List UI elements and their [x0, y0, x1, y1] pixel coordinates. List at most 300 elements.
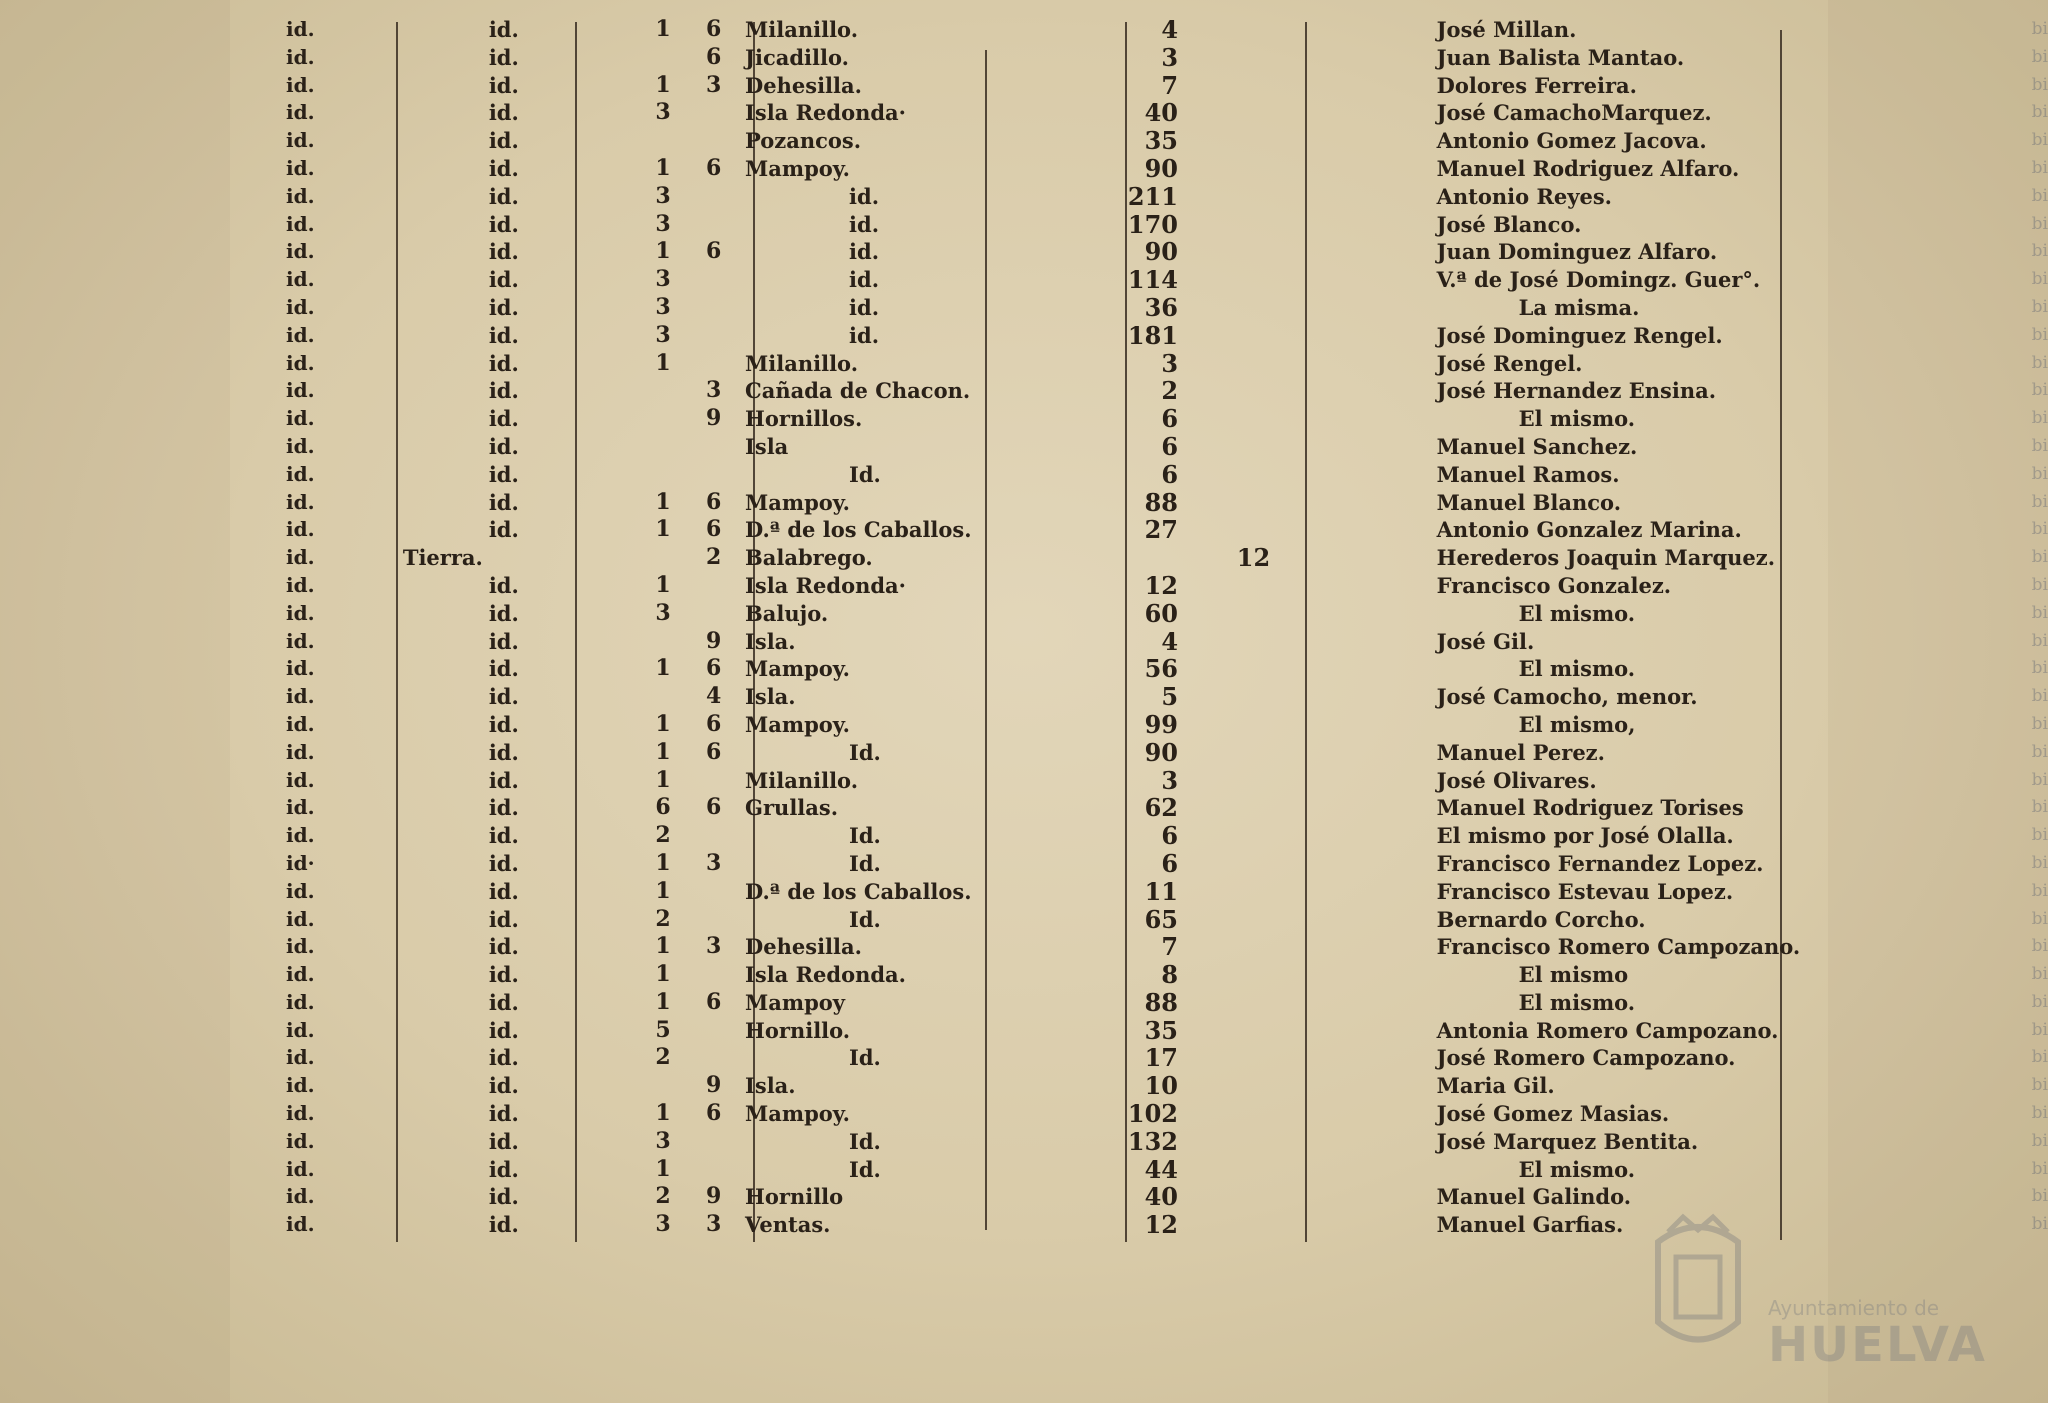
row-quantity-2 — [688, 600, 739, 628]
row-quantity-1: 1 — [655, 516, 671, 543]
row-quantity-1 — [638, 683, 689, 711]
row-owner: José Blanco. — [1436, 211, 1582, 237]
row-value: 7 — [1161, 932, 1179, 962]
row-measure-1: id. — [286, 1212, 315, 1237]
row-gap — [1270, 961, 1428, 989]
row-bleed-mark: bi — [2031, 19, 2048, 39]
row-owner: Bernardo Corcho. — [1436, 906, 1646, 932]
row-extra-value — [1188, 461, 1270, 489]
table-row — [250, 99, 2048, 127]
row-measure-2: id. — [488, 1184, 519, 1210]
row-quantity-1: 1 — [655, 349, 671, 376]
row-place: Pozancos. — [745, 128, 862, 154]
row-value: 170 — [1127, 209, 1179, 239]
row-gap — [1270, 1100, 1428, 1128]
row-extra-value — [1188, 183, 1270, 211]
row-gap — [1270, 1183, 1428, 1211]
table-row — [250, 767, 2048, 795]
row-value: 40 — [1144, 1182, 1179, 1212]
row-quantity-2: 6 — [706, 154, 722, 181]
row-place: Id. — [849, 1156, 881, 1182]
row-bleed-mark: bi — [2031, 1047, 2048, 1068]
row-extra-value — [1188, 711, 1270, 739]
row-measure-1: id. — [286, 684, 315, 709]
row-place: Mampoy. — [745, 656, 850, 682]
row-quantity-2: 6 — [706, 655, 722, 682]
row-place: id. — [849, 183, 880, 209]
row-owner: El mismo, — [1518, 711, 1636, 737]
row-measure-2: id. — [488, 100, 519, 126]
table-row — [250, 405, 2048, 433]
row-place: Jicadillo. — [745, 44, 849, 70]
row-place: id. — [849, 267, 880, 293]
row-gap — [1270, 933, 1428, 961]
row-owner: José Marquez Bentita. — [1436, 1128, 1699, 1154]
row-extra-value — [1188, 1100, 1270, 1128]
row-owner: José Romero Campozano. — [1436, 1045, 1736, 1071]
row-measure-2: id. — [488, 1073, 519, 1099]
row-quantity-1: 3 — [655, 293, 671, 320]
table-row — [250, 906, 2048, 934]
row-gap — [1270, 461, 1428, 489]
row-gap — [1270, 266, 1428, 294]
row-quantity-2 — [688, 350, 739, 378]
row-value: 6 — [1161, 459, 1179, 489]
row-quantity-2: 6 — [706, 710, 722, 737]
row-measure-2: id. — [488, 433, 519, 459]
row-gap — [1270, 350, 1428, 378]
row-measure-2: id. — [488, 350, 519, 376]
row-value: 6 — [1161, 848, 1179, 878]
row-bleed-mark: bi — [2031, 463, 2048, 484]
row-measure-2: id. — [488, 239, 519, 265]
row-extra-value — [1188, 16, 1270, 44]
row-quantity-1 — [638, 44, 689, 72]
row-quantity-1: 3 — [655, 210, 671, 237]
row-measure-1: id. — [286, 989, 315, 1014]
row-owner: Manuel Perez. — [1436, 739, 1605, 765]
row-owner: La misma. — [1518, 294, 1640, 320]
row-quantity-2: 9 — [706, 1072, 722, 1099]
row-bleed-mark: bi — [2031, 658, 2048, 679]
table-row — [250, 683, 2048, 711]
row-extra-value — [1188, 238, 1270, 266]
row-gap — [1270, 739, 1428, 767]
row-bleed-mark: bi — [2031, 936, 2048, 957]
row-gap — [1270, 572, 1428, 600]
row-measure-2: id. — [488, 850, 519, 876]
row-bleed-mark: bi — [2031, 408, 2048, 429]
row-extra-value — [1188, 211, 1270, 239]
row-quantity-1: 3 — [655, 99, 671, 126]
row-owner: Antonia Romero Campozano. — [1436, 1017, 1779, 1043]
row-extra-value — [1188, 1183, 1270, 1211]
row-extra-value — [1188, 1017, 1270, 1045]
row-measure-1: id. — [286, 489, 315, 514]
row-place: Isla. — [745, 1073, 796, 1099]
row-value: 35 — [1144, 1015, 1179, 1045]
row-bleed-mark: bi — [2031, 547, 2048, 568]
row-owner: Herederos Joaquin Marquez. — [1436, 545, 1776, 571]
row-place: Hornillos. — [745, 406, 863, 432]
row-measure-2: id. — [488, 461, 519, 487]
row-quantity-1: 1 — [655, 1155, 671, 1182]
row-quantity-2 — [688, 433, 739, 461]
row-gap — [1270, 1211, 1428, 1239]
row-owner: El mismo. — [1518, 1156, 1636, 1182]
row-value: 6 — [1161, 431, 1179, 461]
row-place: Id. — [849, 461, 881, 487]
row-value: 60 — [1144, 598, 1179, 628]
row-bleed-mark: bi — [2031, 491, 2048, 512]
row-value: 17 — [1144, 1043, 1179, 1073]
table-row — [250, 1183, 2048, 1211]
row-measure-1: id. — [286, 183, 315, 208]
coat-of-arms-watermark-icon — [1638, 1202, 1758, 1362]
row-quantity-2: 6 — [706, 488, 722, 515]
row-extra-value — [1188, 155, 1270, 183]
row-value: 2 — [1161, 376, 1179, 406]
row-measure-2: id. — [488, 656, 519, 682]
row-extra-value — [1188, 989, 1270, 1017]
row-place: id. — [849, 239, 880, 265]
row-measure-2: id. — [488, 211, 519, 237]
row-gap — [1270, 628, 1428, 656]
row-owner: José Gomez Masias. — [1436, 1101, 1670, 1127]
row-place: Id. — [849, 739, 881, 765]
left-bleed-through — [0, 0, 230, 1403]
row-quantity-1: 1 — [655, 71, 671, 98]
row-quantity-2: 6 — [706, 516, 722, 543]
row-quantity-1: 3 — [655, 182, 671, 209]
row-quantity-1: 1 — [655, 738, 671, 765]
row-bleed-mark: bi — [2031, 102, 2048, 123]
row-gap — [1270, 1044, 1428, 1072]
row-place: Id. — [849, 1128, 881, 1154]
row-extra-value — [1188, 127, 1270, 155]
row-gap — [1270, 600, 1428, 628]
row-quantity-1: 1 — [655, 961, 671, 988]
row-bleed-mark: bi — [2031, 185, 2048, 206]
table-row — [250, 822, 2048, 850]
row-owner: José Hernandez Ensina. — [1436, 378, 1717, 404]
row-place: D.ª de los Caballos. — [745, 878, 972, 904]
row-quantity-2: 3 — [706, 377, 722, 404]
row-owner: Juan Dominguez Alfaro. — [1436, 239, 1718, 265]
row-measure-1: id. — [286, 155, 315, 180]
row-bleed-mark: bi — [2031, 157, 2048, 178]
row-owner: El mismo. — [1518, 989, 1636, 1015]
row-extra-value — [1188, 655, 1270, 683]
row-bleed-mark: bi — [2031, 213, 2048, 234]
row-bleed-mark: bi — [2031, 880, 2048, 901]
table-row — [250, 266, 2048, 294]
row-quantity-2 — [688, 961, 739, 989]
row-owner: Manuel Garfias. — [1436, 1212, 1624, 1238]
row-measure-2: id. — [488, 1212, 519, 1238]
table-row — [250, 850, 2048, 878]
row-measure-1: id. — [286, 406, 315, 431]
row-quantity-2 — [688, 822, 739, 850]
row-quantity-2 — [688, 294, 739, 322]
row-measure-1: id. — [286, 545, 315, 570]
row-measure-1: id. — [286, 44, 315, 69]
row-measure-2: id. — [488, 72, 519, 98]
row-quantity-1 — [638, 1072, 689, 1100]
row-extra-value — [1188, 1211, 1270, 1239]
row-measure-1: id. — [286, 600, 315, 625]
row-value: 6 — [1161, 404, 1179, 434]
row-gap — [1270, 767, 1428, 795]
row-place: Isla Redonda· — [745, 572, 906, 598]
row-bleed-mark: bi — [2031, 241, 2048, 262]
row-value: 211 — [1127, 181, 1179, 211]
row-bleed-mark: bi — [2031, 1019, 2048, 1040]
row-measure-2: id. — [488, 44, 519, 70]
row-quantity-1 — [638, 405, 689, 433]
row-extra-value — [1188, 683, 1270, 711]
row-bleed-mark: bi — [2031, 1075, 2048, 1096]
row-value: 35 — [1144, 126, 1179, 156]
row-bleed-mark: bi — [2031, 797, 2048, 818]
row-value: 3 — [1161, 348, 1179, 378]
table-row — [250, 878, 2048, 906]
row-gap — [1270, 489, 1428, 517]
table-row — [250, 211, 2048, 239]
row-place: id. — [849, 294, 880, 320]
row-owner: José CamachoMarquez. — [1436, 100, 1712, 126]
row-value: 3 — [1161, 42, 1179, 72]
row-measure-1: id. — [286, 962, 315, 987]
row-quantity-1: 2 — [655, 905, 671, 932]
row-place: Isla — [745, 433, 789, 459]
table-row — [250, 1017, 2048, 1045]
row-bleed-mark: bi — [2031, 713, 2048, 734]
row-measure-2: id. — [488, 906, 519, 932]
table-row — [250, 183, 2048, 211]
row-gap — [1270, 989, 1428, 1017]
row-gap — [1270, 377, 1428, 405]
table-row — [250, 1072, 2048, 1100]
row-gap — [1270, 711, 1428, 739]
row-measure-2: id. — [488, 183, 519, 209]
row-measure-2: id. — [488, 795, 519, 821]
row-value: 3 — [1161, 765, 1179, 795]
table-row — [250, 1044, 2048, 1072]
row-gap — [1270, 72, 1428, 100]
row-place: Balabrego. — [745, 545, 873, 571]
row-quantity-2 — [688, 1156, 739, 1184]
row-value: 90 — [1144, 153, 1179, 183]
row-owner: José Millan. — [1436, 17, 1577, 42]
row-value: 99 — [1144, 709, 1179, 739]
row-extra-value — [1188, 44, 1270, 72]
row-measure-1: id. — [286, 294, 315, 319]
row-quantity-1 — [638, 461, 689, 489]
row-gap — [1270, 211, 1428, 239]
watermark-line2: HUELVA — [1768, 1317, 1987, 1373]
row-place: Isla. — [745, 684, 796, 710]
row-quantity-1: 3 — [655, 321, 671, 348]
row-quantity-1: 6 — [655, 794, 671, 821]
row-bleed-mark: bi — [2031, 852, 2048, 873]
row-measure-2: id. — [488, 517, 519, 543]
row-extra-value — [1188, 433, 1270, 461]
row-place: Mampoy. — [745, 155, 850, 181]
row-quantity-1: 1 — [655, 16, 671, 42]
row-quantity-1: 1 — [655, 1100, 671, 1127]
row-place: Id. — [849, 823, 881, 849]
row-gap — [1270, 322, 1428, 350]
row-bleed-mark: bi — [2031, 825, 2048, 846]
row-measure-2: id. — [488, 128, 519, 154]
row-measure-1: id. — [286, 17, 315, 41]
row-value: 36 — [1144, 292, 1179, 322]
row-extra-value — [1188, 628, 1270, 656]
row-place: Cañada de Chacon. — [745, 378, 971, 404]
row-quantity-1 — [638, 127, 689, 155]
row-measure-2: id. — [488, 294, 519, 320]
row-extra-value — [1188, 572, 1270, 600]
row-measure-2: id. — [488, 989, 519, 1015]
row-bleed-mark: bi — [2031, 435, 2048, 456]
row-measure-2: id. — [488, 684, 519, 710]
row-place: Balujo. — [745, 600, 829, 626]
row-extra-value — [1188, 516, 1270, 544]
row-measure-1: id. — [286, 1073, 315, 1098]
row-measure-1: id. — [286, 1101, 315, 1126]
row-quantity-2: 6 — [706, 738, 722, 765]
row-place: id. — [849, 211, 880, 237]
row-gap — [1270, 850, 1428, 878]
row-quantity-2: 6 — [706, 16, 722, 42]
row-value: 132 — [1127, 1126, 1179, 1156]
row-quantity-2 — [688, 906, 739, 934]
row-bleed-mark: bi — [2031, 686, 2048, 707]
row-quantity-2 — [688, 183, 739, 211]
row-value: 90 — [1144, 237, 1179, 267]
row-measure-2: id. — [488, 600, 519, 626]
table-row — [250, 322, 2048, 350]
row-extra-value: 12 — [1236, 543, 1271, 573]
row-measure-2: id. — [488, 155, 519, 181]
row-owner: Francisco Gonzalez. — [1436, 572, 1672, 598]
row-place: Hornillo — [745, 1184, 844, 1210]
row-measure-1: id. — [286, 572, 315, 597]
row-measure-2: id. — [488, 489, 519, 515]
row-measure-2: id. — [488, 1017, 519, 1043]
row-measure-1: id. — [286, 795, 315, 820]
row-place: Id. — [849, 850, 881, 876]
row-value: 88 — [1144, 987, 1179, 1017]
row-extra-value — [1188, 794, 1270, 822]
row-extra-value — [1188, 99, 1270, 127]
row-bleed-mark: bi — [2031, 74, 2048, 95]
table-row — [250, 489, 2048, 517]
row-quantity-2 — [688, 461, 739, 489]
row-bleed-mark: bi — [2031, 1158, 2048, 1179]
row-measure-2: id. — [488, 1101, 519, 1127]
row-value: 4 — [1161, 15, 1179, 44]
row-quantity-1: 2 — [655, 1044, 671, 1071]
row-measure-1: id. — [286, 934, 315, 959]
row-quantity-1: 1 — [655, 766, 671, 793]
row-gap — [1270, 655, 1428, 683]
row-quantity-1: 2 — [655, 1183, 671, 1210]
row-owner: Manuel Galindo. — [1436, 1184, 1632, 1210]
row-measure-1: id. — [286, 322, 315, 347]
table-row — [250, 238, 2048, 266]
row-quantity-1: 3 — [655, 1211, 671, 1238]
row-value: 12 — [1144, 1210, 1179, 1240]
row-bleed-mark: bi — [2031, 574, 2048, 595]
row-extra-value — [1188, 350, 1270, 378]
row-place: Id. — [849, 906, 881, 932]
row-extra-value — [1188, 322, 1270, 350]
row-measure-1: id. — [286, 1128, 315, 1153]
table-row — [250, 72, 2048, 100]
row-owner: Manuel Rodriguez Alfaro. — [1436, 155, 1740, 181]
row-measure-2: id. — [488, 934, 519, 960]
table-row — [250, 377, 2048, 405]
row-measure-2: id. — [488, 711, 519, 737]
row-place: Dehesilla. — [745, 934, 862, 960]
row-value: 181 — [1127, 320, 1179, 350]
row-quantity-1: 1 — [655, 849, 671, 876]
row-measure-2: id. — [488, 1128, 519, 1154]
table-row — [250, 44, 2048, 72]
row-measure-2: id. — [488, 572, 519, 598]
row-owner: Antonio Gomez Jacova. — [1436, 128, 1707, 154]
row-gap — [1270, 294, 1428, 322]
row-extra-value — [1188, 933, 1270, 961]
row-value: 4 — [1161, 626, 1179, 656]
row-bleed-mark: bi — [2031, 324, 2048, 345]
row-measure-1: id. — [286, 906, 315, 931]
row-quantity-1: 5 — [655, 1016, 671, 1043]
row-extra-value — [1188, 1128, 1270, 1156]
row-measure-1: id. — [286, 433, 315, 458]
row-quantity-1: 1 — [655, 877, 671, 904]
row-place: Ventas. — [745, 1212, 831, 1238]
row-value: 6 — [1161, 821, 1179, 851]
row-owner: José Olivares. — [1436, 767, 1597, 793]
table-row — [250, 1128, 2048, 1156]
row-quantity-1: 3 — [655, 599, 671, 626]
row-gap — [1270, 127, 1428, 155]
row-gap — [1270, 878, 1428, 906]
row-bleed-mark: bi — [2031, 1130, 2048, 1151]
row-extra-value — [1188, 377, 1270, 405]
row-quantity-1 — [638, 628, 689, 656]
row-bleed-mark: bi — [2031, 1214, 2048, 1235]
row-quantity-2: 9 — [706, 405, 722, 432]
row-gap — [1270, 1156, 1428, 1184]
row-gap — [1270, 405, 1428, 433]
row-measure-1: id. — [286, 267, 315, 292]
row-gap — [1270, 99, 1428, 127]
row-measure-1: id. — [286, 100, 315, 125]
ledger-table — [250, 16, 2048, 1239]
row-owner: V.ª de José Domingz. Guer°. — [1436, 267, 1761, 293]
row-owner: Francisco Romero Campozano. — [1436, 934, 1801, 960]
row-place: Dehesilla. — [745, 72, 862, 98]
row-measure-1: id. — [286, 823, 315, 848]
row-quantity-2: 3 — [706, 1211, 722, 1238]
row-place: Milanillo. — [745, 350, 859, 376]
row-value — [1073, 544, 1188, 572]
row-value: 102 — [1127, 1099, 1179, 1129]
